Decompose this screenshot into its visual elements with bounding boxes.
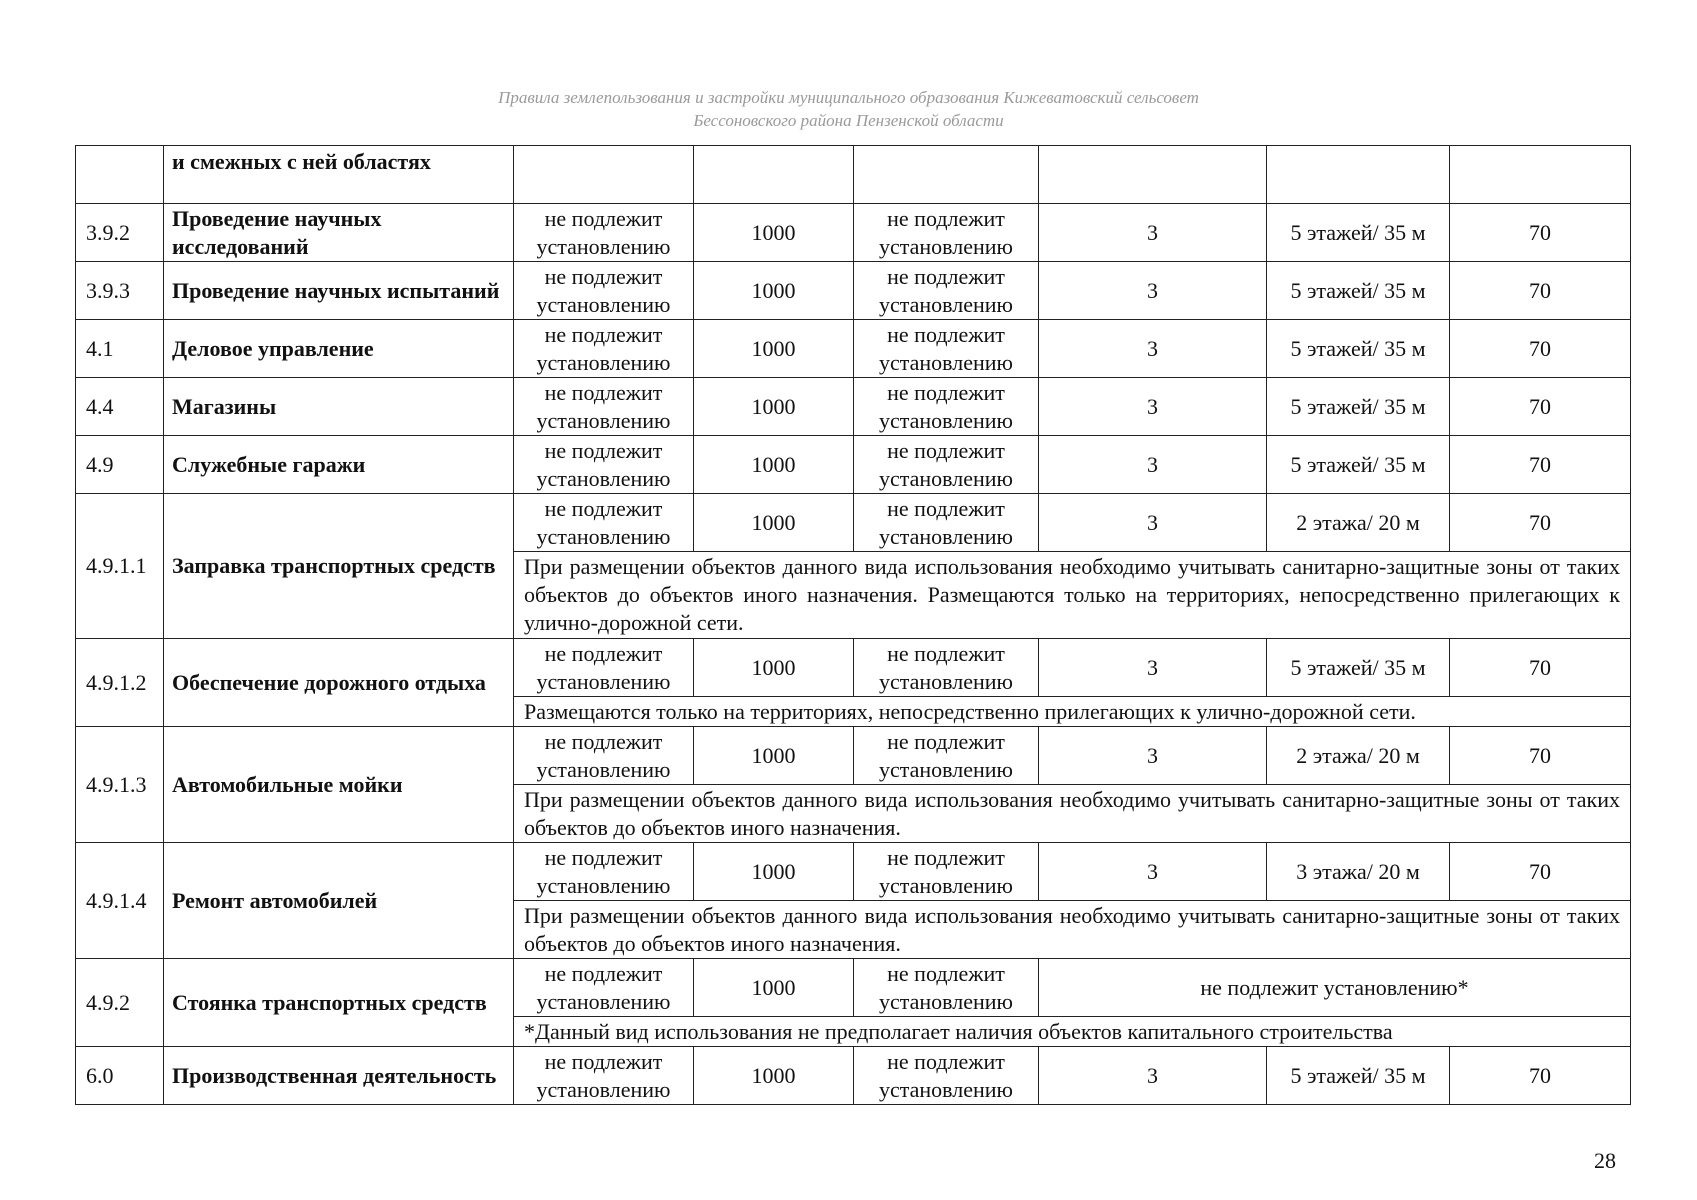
row-code: 4.9.2 <box>76 959 164 1047</box>
row-max-area: 1000 <box>694 378 854 436</box>
row-setback-extra: не подлежит установлению <box>854 727 1039 785</box>
row-setback-extra: не подлежит установлению <box>854 262 1039 320</box>
row-code: 4.9.1.2 <box>76 639 164 727</box>
row-min-area: не подлежит установлению <box>514 727 694 785</box>
row-code: 4.9 <box>76 436 164 494</box>
row-height: 2 этажа/ 20 м <box>1267 494 1450 552</box>
row-coverage: 70 <box>1450 1047 1631 1105</box>
row-code: 4.9.1.1 <box>76 494 164 639</box>
row-min-area: не подлежит установлению <box>514 378 694 436</box>
row-coverage: 70 <box>1450 727 1631 785</box>
row-setback: 3 <box>1039 727 1267 785</box>
row-coverage: 70 <box>1450 494 1631 552</box>
row-setback-extra: не подлежит установлению <box>854 843 1039 901</box>
row-name: Заправка транспортных средств <box>164 494 514 639</box>
row-max-area: 1000 <box>694 843 854 901</box>
row-max-area: 1000 <box>694 320 854 378</box>
row-code: 6.0 <box>76 1047 164 1105</box>
row-max-area: 1000 <box>694 436 854 494</box>
row-code: 4.4 <box>76 378 164 436</box>
page-number: 28 <box>1594 1148 1616 1173</box>
row-setback: 3 <box>1039 494 1267 552</box>
row-setback-extra: не подлежит установлению <box>854 204 1039 262</box>
row-name: Производственная деятельность <box>164 1047 514 1105</box>
row-setback-extra: не подлежит установлению <box>854 1047 1039 1105</box>
row-height: 5 этажей/ 35 м <box>1267 378 1450 436</box>
row-setback: 3 <box>1039 204 1267 262</box>
row-setback: 3 <box>1039 1047 1267 1105</box>
row-note: При размещении объектов данного вида использования необходимо учитывать санитарно-защитные зоны от таких объектов до объектов иного назначения. Размещаются только на территориях, непосредственно прилегающих к улично-дорожной сети. <box>514 552 1631 639</box>
row-code: 4.9.1.4 <box>76 843 164 959</box>
row-coverage: 70 <box>1450 639 1631 697</box>
row-code: 3.9.3 <box>76 262 164 320</box>
row-coverage: 70 <box>1450 436 1631 494</box>
table-row <box>76 959 1631 1017</box>
table-row <box>76 436 1631 494</box>
table-row <box>76 204 1631 262</box>
row-setback-extra: не подлежит установлению <box>854 639 1039 697</box>
row-name: Деловое управление <box>164 320 514 378</box>
row-coverage: 70 <box>1450 204 1631 262</box>
row-coverage: 70 <box>1450 843 1631 901</box>
row-name: Служебные гаражи <box>164 436 514 494</box>
row-height: 5 этажей/ 35 м <box>1267 1047 1450 1105</box>
row-max-area: 1000 <box>694 639 854 697</box>
row-note: При размещении объектов данного вида использования необходимо учитывать санитарно-защитные зоны от таких объектов до объектов иного назначения. <box>514 901 1631 959</box>
row-height: 5 этажей/ 35 м <box>1267 262 1450 320</box>
running-header-line-1: Правила землепользования и застройки муниципального образования Кижеватовский сельсовет <box>498 88 1199 107</box>
row-min-area: не подлежит установлению <box>514 959 694 1017</box>
row-setback: 3 <box>1039 262 1267 320</box>
table-row <box>76 320 1631 378</box>
row-height: 2 этажа/ 20 м <box>1267 727 1450 785</box>
row-min-area: не подлежит установлению <box>514 494 694 552</box>
row-setback-extra: не подлежит установлению <box>854 436 1039 494</box>
row-merged-value: не подлежит установлению* <box>1039 959 1631 1017</box>
table-row <box>76 639 1631 697</box>
row-code: 3.9.2 <box>76 204 164 262</box>
row-name: Проведение научных исследований <box>164 204 514 262</box>
zoning-parameters-table <box>75 145 1631 1105</box>
continuation-name: и смежных с ней областях <box>164 146 514 204</box>
row-setback: 3 <box>1039 436 1267 494</box>
row-min-area: не подлежит установлению <box>514 639 694 697</box>
row-max-area: 1000 <box>694 959 854 1017</box>
row-name: Стоянка транспортных средств <box>164 959 514 1047</box>
row-setback: 3 <box>1039 843 1267 901</box>
row-name: Ремонт автомобилей <box>164 843 514 959</box>
table-row <box>76 262 1631 320</box>
row-coverage: 70 <box>1450 378 1631 436</box>
table-row <box>76 843 1631 901</box>
table-row <box>76 1047 1631 1105</box>
row-setback: 3 <box>1039 378 1267 436</box>
row-name: Обеспечение дорожного отдыха <box>164 639 514 727</box>
row-min-area: не подлежит установлению <box>514 262 694 320</box>
row-height: 5 этажей/ 35 м <box>1267 436 1450 494</box>
row-coverage: 70 <box>1450 320 1631 378</box>
row-height: 5 этажей/ 35 м <box>1267 320 1450 378</box>
row-min-area: не подлежит установлению <box>514 204 694 262</box>
row-setback-extra: не подлежит установлению <box>854 959 1039 1017</box>
row-note: При размещении объектов данного вида использования необходимо учитывать санитарно-защитные зоны от таких объектов до объектов иного назначения. <box>514 785 1631 843</box>
row-max-area: 1000 <box>694 1047 854 1105</box>
row-code: 4.1 <box>76 320 164 378</box>
row-height: 3 этажа/ 20 м <box>1267 843 1450 901</box>
row-note: Размещаются только на территориях, непосредственно прилегающих к улично-дорожной сети. <box>514 697 1631 727</box>
row-setback: 3 <box>1039 320 1267 378</box>
row-note: *Данный вид использования не предполагает наличия объектов капитального строительства <box>514 1017 1631 1047</box>
row-setback-extra: не подлежит установлению <box>854 494 1039 552</box>
row-setback-extra: не подлежит установлению <box>854 378 1039 436</box>
row-name: Проведение научных испытаний <box>164 262 514 320</box>
row-height: 5 этажей/ 35 м <box>1267 639 1450 697</box>
row-min-area: не подлежит установлению <box>514 843 694 901</box>
row-max-area: 1000 <box>694 727 854 785</box>
table-row <box>76 378 1631 436</box>
table-row-continuation <box>76 146 1631 204</box>
row-coverage: 70 <box>1450 262 1631 320</box>
row-min-area: не подлежит установлению <box>514 320 694 378</box>
running-header <box>0 86 1697 132</box>
row-name: Магазины <box>164 378 514 436</box>
row-height: 5 этажей/ 35 м <box>1267 204 1450 262</box>
row-setback-extra: не подлежит установлению <box>854 320 1039 378</box>
row-max-area: 1000 <box>694 262 854 320</box>
row-min-area: не подлежит установлению <box>514 436 694 494</box>
row-code: 4.9.1.3 <box>76 727 164 843</box>
row-min-area: не подлежит установлению <box>514 1047 694 1105</box>
row-setback: 3 <box>1039 639 1267 697</box>
row-name: Автомобильные мойки <box>164 727 514 843</box>
running-header-line-2: Бессоновского района Пензенской области <box>693 111 1004 130</box>
table-row <box>76 727 1631 785</box>
row-max-area: 1000 <box>694 204 854 262</box>
row-max-area: 1000 <box>694 494 854 552</box>
table-row <box>76 494 1631 552</box>
